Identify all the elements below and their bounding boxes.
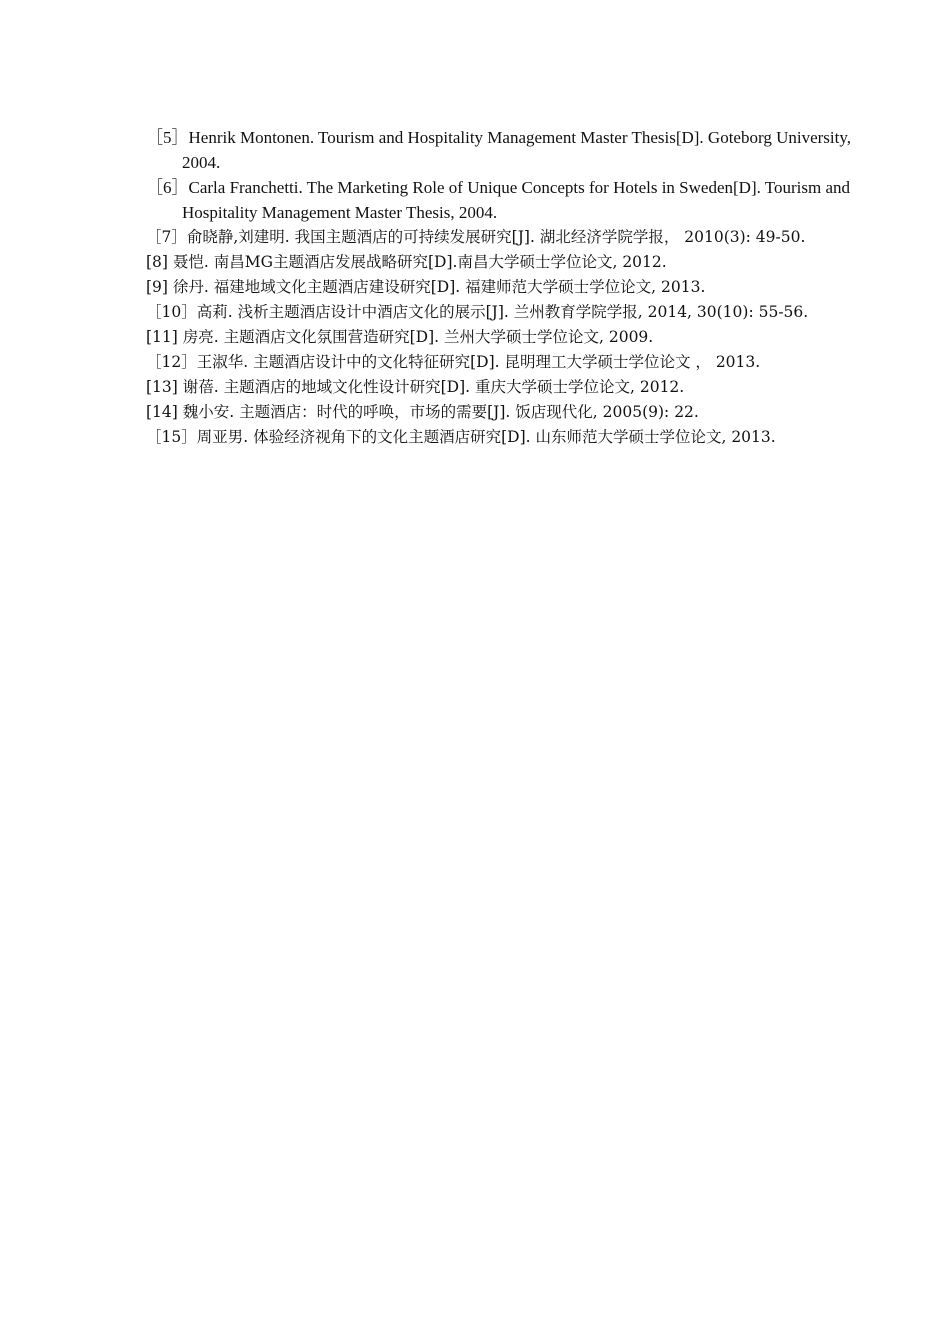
reference-number: [13] (146, 378, 178, 396)
reference-text: 聂恺. 南昌MG主题酒店发展战略研究[D].南昌大学硕士学位论文, 2012. (172, 253, 667, 271)
reference-number: ［15］ (146, 428, 197, 446)
reference-number: [9] (146, 278, 168, 296)
reference-item (146, 225, 862, 250)
reference-item (146, 350, 862, 375)
reference-text: 房亮. 主题酒店文化氛围营造研究[D]. 兰州大学硕士学位论文, 2009. (182, 328, 654, 346)
reference-text: 王淑华. 主题酒店设计中的文化特征研究[D]. 昆明理工大学硕士学位论文 ， 2013. (196, 353, 761, 371)
reference-text: Henrik Montonen. Tourism and Hospitality Management Master Thesis[D]. Goteborg University, 2004. (182, 128, 851, 172)
reference-item (146, 425, 862, 450)
reference-number: ［5］ (146, 128, 189, 147)
reference-text: 谢蓓. 主题酒店的地域文化性设计研究[D]. 重庆大学硕士学位论文, 2012. (182, 378, 685, 396)
reference-text: 魏小安. 主题酒店：时代的呼唤，市场的需要[J]. 饭店现代化, 2005(9): 22. (182, 403, 699, 421)
reference-item (146, 175, 862, 225)
reference-number: [8] (146, 253, 168, 271)
reference-text: Carla Franchetti. The Marketing Role of Unique Concepts for Hotels in Sweden[D]. Tourism and Hospitality Management Master Thesis, 2004. (182, 178, 851, 222)
reference-item (146, 250, 862, 275)
reference-item (146, 125, 862, 175)
reference-text: 周亚男. 体验经济视角下的文化主题酒店研究[D]. 山东师范大学硕士学位论文, 2013. (196, 428, 776, 446)
reference-text: 俞晓静,刘建明. 我国主题酒店的可持续发展研究[J]. 湖北经济学院学报， 2010(3): 49-50. (186, 228, 806, 246)
reference-item (146, 375, 862, 400)
reference-list (146, 125, 862, 450)
reference-number: ［12］ (146, 353, 197, 371)
reference-item (146, 300, 862, 325)
reference-number: [14] (146, 403, 178, 421)
reference-item (146, 400, 862, 425)
reference-number: ［7］ (146, 228, 187, 246)
reference-item (146, 275, 862, 300)
reference-number: [11] (146, 328, 178, 346)
reference-item (146, 325, 862, 350)
reference-text: 高莉. 浅析主题酒店设计中酒店文化的展示[J]. 兰州教育学院学报, 2014, 30(10): 55-56. (196, 303, 809, 321)
reference-number: ［10］ (146, 303, 197, 321)
reference-text: 徐丹. 福建地域文化主题酒店建设研究[D]. 福建师范大学硕士学位论文, 2013. (172, 278, 706, 296)
reference-number: ［6］ (146, 178, 189, 197)
